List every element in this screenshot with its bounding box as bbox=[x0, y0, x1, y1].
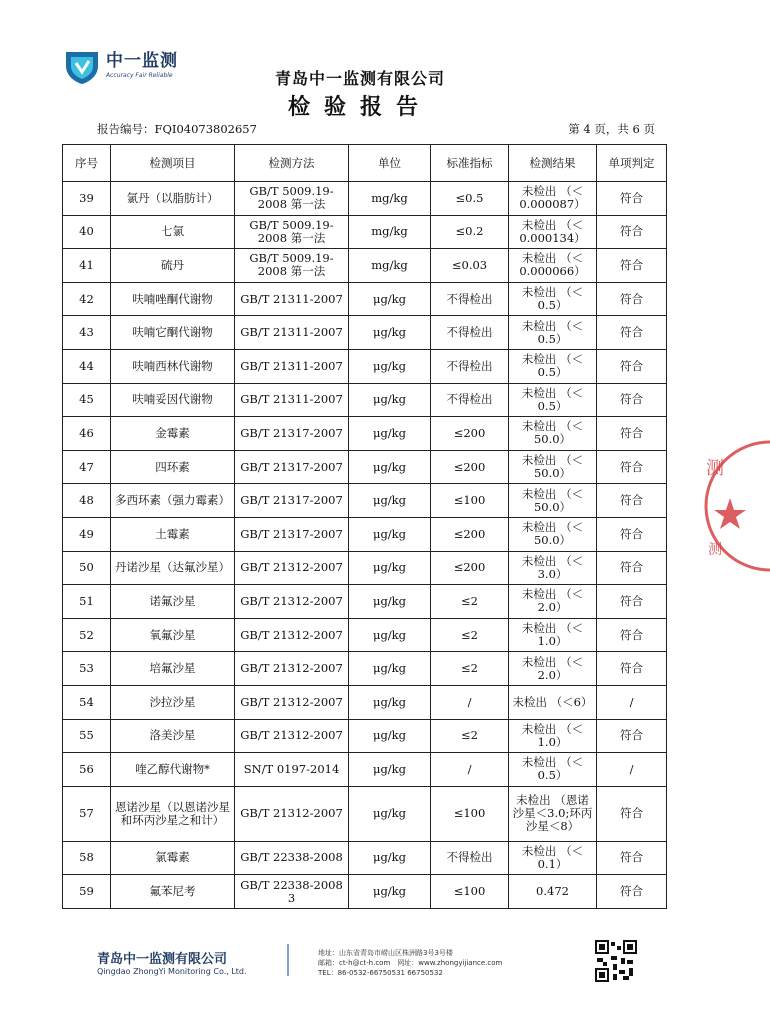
cell-standard: ≤200 bbox=[431, 417, 509, 451]
cell-no: 49 bbox=[63, 517, 111, 551]
cell-standard: ≤200 bbox=[431, 450, 509, 484]
cell-item: 土霉素 bbox=[111, 517, 235, 551]
cell-standard: ≤2 bbox=[431, 618, 509, 652]
cell-method: GB/T 21312-2007 bbox=[235, 585, 349, 619]
cell-method: GB/T 21317-2007 bbox=[235, 517, 349, 551]
cell-no: 45 bbox=[63, 383, 111, 417]
table-row bbox=[63, 618, 667, 652]
cell-standard: ≤2 bbox=[431, 652, 509, 686]
results-table bbox=[62, 144, 667, 909]
cell-judgement: / bbox=[597, 685, 667, 719]
cell-no: 57 bbox=[63, 786, 111, 841]
cell-standard: / bbox=[431, 685, 509, 719]
cell-result: 未检出 （＜2.0） bbox=[509, 652, 597, 686]
cell-item: 丹诺沙星（达氟沙星） bbox=[111, 551, 235, 585]
cell-no: 50 bbox=[63, 551, 111, 585]
cell-standard: ≤200 bbox=[431, 551, 509, 585]
cell-standard: ≤0.2 bbox=[431, 215, 509, 249]
cell-unit: μg/kg bbox=[349, 316, 431, 350]
cell-item: 七氯 bbox=[111, 215, 235, 249]
cell-no: 52 bbox=[63, 618, 111, 652]
cell-item: 多西环素（强力霉素） bbox=[111, 484, 235, 518]
cell-judgement: 符合 bbox=[597, 450, 667, 484]
svg-text:测: 测 bbox=[706, 458, 724, 479]
cell-item: 沙拉沙星 bbox=[111, 685, 235, 719]
cell-method: GB/T 21312-2007 bbox=[235, 786, 349, 841]
cell-judgement: 符合 bbox=[597, 517, 667, 551]
cell-no: 48 bbox=[63, 484, 111, 518]
table-row bbox=[63, 215, 667, 249]
cell-no: 51 bbox=[63, 585, 111, 619]
table-row bbox=[63, 551, 667, 585]
cell-result: 未检出 （＜50.0） bbox=[509, 484, 597, 518]
cell-standard: ≤0.03 bbox=[431, 249, 509, 283]
cell-method: GB/T 22338-2008 bbox=[235, 841, 349, 875]
cell-no: 56 bbox=[63, 753, 111, 787]
report-title: 检验报告 bbox=[287, 94, 432, 120]
seal-stamp bbox=[700, 436, 770, 576]
cell-unit: μg/kg bbox=[349, 417, 431, 451]
cell-result: 未检出 （＜0.000087） bbox=[509, 182, 597, 216]
cell-judgement: 符合 bbox=[597, 551, 667, 585]
cell-item: 喹乙醇代谢物* bbox=[111, 753, 235, 787]
cell-method: GB/T 21312-2007 bbox=[235, 652, 349, 686]
cell-standard: ≤200 bbox=[431, 517, 509, 551]
table-row bbox=[63, 786, 667, 841]
cell-no: 43 bbox=[63, 316, 111, 350]
cell-method: GB/T 5009.19-2008 第一法 bbox=[235, 215, 349, 249]
table-row bbox=[63, 316, 667, 350]
cell-no: 44 bbox=[63, 349, 111, 383]
cell-judgement: 符合 bbox=[597, 182, 667, 216]
cell-result: 未检出 （＜50.0） bbox=[509, 417, 597, 451]
cell-item: 四环素 bbox=[111, 450, 235, 484]
cell-judgement: 符合 bbox=[597, 349, 667, 383]
cell-unit: μg/kg bbox=[349, 484, 431, 518]
cell-judgement: 符合 bbox=[597, 585, 667, 619]
table-row bbox=[63, 841, 667, 875]
cell-unit: μg/kg bbox=[349, 618, 431, 652]
cell-judgement: 符合 bbox=[597, 215, 667, 249]
cell-no: 59 bbox=[63, 875, 111, 909]
table-row bbox=[63, 719, 667, 753]
footer-email-web: 邮箱：ct-h@ct-h.com 网址：www.zhongyijiance.com bbox=[318, 959, 503, 967]
cell-result: 未检出 （＜0.5） bbox=[509, 753, 597, 787]
cell-method: GB/T 21317-2007 bbox=[235, 417, 349, 451]
cell-result: 未检出 （恩诺沙星＜3.0;环丙沙星＜8） bbox=[509, 786, 597, 841]
cell-unit: μg/kg bbox=[349, 841, 431, 875]
table-row bbox=[63, 652, 667, 686]
cell-method: GB/T 22338-2008 3 bbox=[235, 875, 349, 909]
cell-method: GB/T 21311-2007 bbox=[235, 316, 349, 350]
cell-item: 呋喃妥因代谢物 bbox=[111, 383, 235, 417]
cell-judgement: 符合 bbox=[597, 841, 667, 875]
cell-unit: μg/kg bbox=[349, 551, 431, 585]
cell-item: 呋喃它酮代谢物 bbox=[111, 316, 235, 350]
cell-method: GB/T 5009.19-2008 第一法 bbox=[235, 249, 349, 283]
cell-judgement: 符合 bbox=[597, 875, 667, 909]
cell-item: 呋喃唑酮代谢物 bbox=[111, 282, 235, 316]
cell-judgement: 符合 bbox=[597, 618, 667, 652]
cell-unit: μg/kg bbox=[349, 875, 431, 909]
cell-item: 诺氟沙星 bbox=[111, 585, 235, 619]
cell-item: 洛美沙星 bbox=[111, 719, 235, 753]
cell-standard: ≤2 bbox=[431, 585, 509, 619]
cell-method: GB/T 21311-2007 bbox=[235, 383, 349, 417]
cell-unit: μg/kg bbox=[349, 349, 431, 383]
table-row bbox=[63, 282, 667, 316]
cell-result: 未检出 （＜0.5） bbox=[509, 349, 597, 383]
cell-standard: 不得检出 bbox=[431, 841, 509, 875]
footer-contact bbox=[318, 948, 502, 978]
cell-result: 未检出 （＜50.0） bbox=[509, 517, 597, 551]
cell-method: GB/T 21312-2007 bbox=[235, 685, 349, 719]
table-row bbox=[63, 484, 667, 518]
cell-method: GB/T 21312-2007 bbox=[235, 551, 349, 585]
qr-code-icon bbox=[595, 940, 637, 982]
table-row bbox=[63, 349, 667, 383]
cell-result: 未检出 （＜0.5） bbox=[509, 282, 597, 316]
cell-item: 氟苯尼考 bbox=[111, 875, 235, 909]
col-header-standard: 标准指标 bbox=[431, 145, 509, 182]
table-row bbox=[63, 517, 667, 551]
cell-result: 未检出 （＜50.0） bbox=[509, 450, 597, 484]
footer-company-name: 青岛中一监测有限公司 bbox=[97, 952, 228, 967]
cell-method: GB/T 21317-2007 bbox=[235, 450, 349, 484]
logo-name: 中一监测 bbox=[106, 51, 178, 71]
logo-tagline: Accuracy Fair Reliable bbox=[106, 72, 173, 79]
cell-no: 41 bbox=[63, 249, 111, 283]
table-header-row bbox=[63, 145, 667, 182]
footer-divider bbox=[287, 944, 289, 976]
cell-method: GB/T 5009.19-2008 第一法 bbox=[235, 182, 349, 216]
cell-no: 42 bbox=[63, 282, 111, 316]
company-name: 青岛中一监测有限公司 bbox=[274, 69, 445, 88]
report-number: 报告编号：FQI04073802657 bbox=[97, 122, 257, 136]
cell-standard: 不得检出 bbox=[431, 282, 509, 316]
cell-unit: μg/kg bbox=[349, 585, 431, 619]
col-header-no: 序号 bbox=[63, 145, 111, 182]
table-row bbox=[63, 585, 667, 619]
cell-unit: μg/kg bbox=[349, 685, 431, 719]
cell-standard: ≤100 bbox=[431, 875, 509, 909]
cell-method: GB/T 21311-2007 bbox=[235, 282, 349, 316]
col-header-unit: 单位 bbox=[349, 145, 431, 182]
cell-item: 氯霉素 bbox=[111, 841, 235, 875]
cell-judgement: 符合 bbox=[597, 282, 667, 316]
cell-no: 53 bbox=[63, 652, 111, 686]
report-meta bbox=[97, 121, 655, 137]
cell-judgement: 符合 bbox=[597, 249, 667, 283]
cell-standard: 不得检出 bbox=[431, 383, 509, 417]
cell-no: 47 bbox=[63, 450, 111, 484]
cell-standard: ≤100 bbox=[431, 484, 509, 518]
cell-judgement: 符合 bbox=[597, 417, 667, 451]
cell-judgement: 符合 bbox=[597, 786, 667, 841]
cell-unit: μg/kg bbox=[349, 282, 431, 316]
cell-item: 金霉素 bbox=[111, 417, 235, 451]
cell-item: 硫丹 bbox=[111, 249, 235, 283]
cell-unit: μg/kg bbox=[349, 450, 431, 484]
cell-method: GB/T 21312-2007 bbox=[235, 618, 349, 652]
cell-no: 55 bbox=[63, 719, 111, 753]
cell-unit: mg/kg bbox=[349, 249, 431, 283]
footer-company-english: Qingdao ZhongYi Monitoring Co., Ltd. bbox=[97, 967, 247, 976]
cell-unit: μg/kg bbox=[349, 719, 431, 753]
cell-item: 培氟沙星 bbox=[111, 652, 235, 686]
svg-text:测: 测 bbox=[708, 542, 722, 558]
footer-tel: TEL：86-0532-66750531 66750532 bbox=[318, 969, 443, 977]
cell-result: 未检出 （＜0.1） bbox=[509, 841, 597, 875]
cell-item: 呋喃西林代谢物 bbox=[111, 349, 235, 383]
cell-standard: ≤2 bbox=[431, 719, 509, 753]
table-row bbox=[63, 249, 667, 283]
cell-result: 未检出 （＜1.0） bbox=[509, 618, 597, 652]
cell-item: 恩诺沙星（以恩诺沙星和环丙沙星之和计） bbox=[111, 786, 235, 841]
table-row bbox=[63, 383, 667, 417]
cell-judgement: 符合 bbox=[597, 484, 667, 518]
cell-result: 未检出 （＜3.0） bbox=[509, 551, 597, 585]
cell-result: 未检出 （＜0.5） bbox=[509, 316, 597, 350]
cell-standard: / bbox=[431, 753, 509, 787]
cell-result: 未检出 （＜0.000066） bbox=[509, 249, 597, 283]
cell-unit: μg/kg bbox=[349, 753, 431, 787]
cell-judgement: 符合 bbox=[597, 719, 667, 753]
cell-method: GB/T 21317-2007 bbox=[235, 484, 349, 518]
cell-unit: μg/kg bbox=[349, 786, 431, 841]
col-header-result: 检测结果 bbox=[509, 145, 597, 182]
cell-unit: mg/kg bbox=[349, 215, 431, 249]
table-row bbox=[63, 450, 667, 484]
cell-result: 未检出 （＜0.000134） bbox=[509, 215, 597, 249]
cell-standard: ≤100 bbox=[431, 786, 509, 841]
cell-no: 39 bbox=[63, 182, 111, 216]
cell-standard: 不得检出 bbox=[431, 316, 509, 350]
col-header-judgement: 单项判定 bbox=[597, 145, 667, 182]
cell-result: 0.472 bbox=[509, 875, 597, 909]
footer-address: 地址：山东省青岛市崂山区株洲路3号3号楼 bbox=[318, 949, 453, 957]
cell-unit: μg/kg bbox=[349, 383, 431, 417]
cell-no: 40 bbox=[63, 215, 111, 249]
col-header-method: 检测方法 bbox=[235, 145, 349, 182]
cell-standard: 不得检出 bbox=[431, 349, 509, 383]
cell-method: GB/T 21311-2007 bbox=[235, 349, 349, 383]
cell-no: 54 bbox=[63, 685, 111, 719]
cell-result: 未检出 （＜2.0） bbox=[509, 585, 597, 619]
table-row bbox=[63, 182, 667, 216]
page-indicator: 第 4 页，共 6 页 bbox=[568, 122, 655, 136]
cell-judgement: 符合 bbox=[597, 652, 667, 686]
cell-result: 未检出 （＜0.5） bbox=[509, 383, 597, 417]
table-row bbox=[63, 875, 667, 909]
cell-result: 未检出 （＜6） bbox=[509, 685, 597, 719]
cell-judgement: 符合 bbox=[597, 316, 667, 350]
cell-judgement: / bbox=[597, 753, 667, 787]
cell-standard: ≤0.5 bbox=[431, 182, 509, 216]
cell-no: 46 bbox=[63, 417, 111, 451]
cell-method: SN/T 0197-2014 bbox=[235, 753, 349, 787]
col-header-item: 检测项目 bbox=[111, 145, 235, 182]
cell-unit: mg/kg bbox=[349, 182, 431, 216]
cell-unit: μg/kg bbox=[349, 517, 431, 551]
cell-no: 58 bbox=[63, 841, 111, 875]
table-row bbox=[63, 753, 667, 787]
cell-judgement: 符合 bbox=[597, 383, 667, 417]
cell-result: 未检出 （＜1.0） bbox=[509, 719, 597, 753]
table-row bbox=[63, 685, 667, 719]
cell-item: 氧氟沙星 bbox=[111, 618, 235, 652]
cell-item: 氯丹（以脂肪计） bbox=[111, 182, 235, 216]
cell-method: GB/T 21312-2007 bbox=[235, 719, 349, 753]
cell-unit: μg/kg bbox=[349, 652, 431, 686]
table-row bbox=[63, 417, 667, 451]
